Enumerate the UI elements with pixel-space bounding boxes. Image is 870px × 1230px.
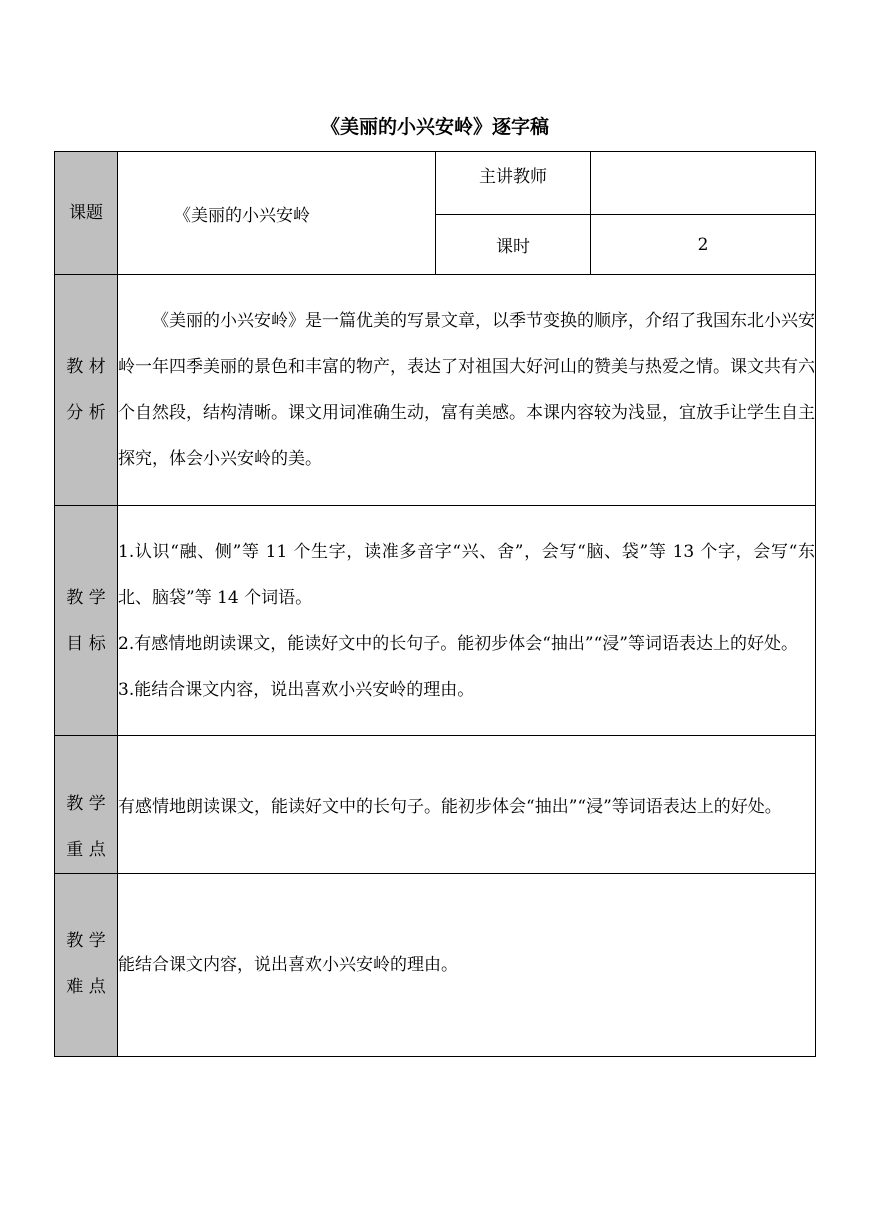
key-points-row [55,736,816,874]
objective-item-2: 2.有感情地朗读课文，能读好文中的长句子。能初步体会“抽出”“浸”等词语表达上的好处。 [118,633,798,654]
lesson-plan-table [54,151,816,1057]
key-points-label-cell [55,736,118,874]
analysis-label-line-2: 分 析 [66,403,106,423]
key-points-text: 有感情地朗读课文，能读好文中的长句子。能初步体会“抽出”“浸”等词语表达上的好处。 [118,796,782,817]
difficulties-label-cell [55,874,118,1057]
subject-value: 《美丽的小兴安岭 [174,205,310,226]
objectives-label-cell [55,506,118,736]
difficulties-label-line-2: 难 点 [66,977,106,997]
document-title: 《美丽的小兴安岭》逐字稿 [320,116,549,138]
objective-item-1: 1.认识“融、侧”等 11 个生字，读准多音字“兴、舍”，会写“脑、袋”等 13 个字，会写“东北、脑袋”等 14 个词语。 [118,541,815,608]
header-row-teacher [55,152,816,215]
period-value-cell [591,215,816,275]
objectives-content-cell [118,506,816,736]
analysis-row [55,275,816,506]
objectives-label-line-2: 目 标 [66,633,106,654]
subject-label: 课题 [69,203,103,223]
analysis-content-cell [118,275,816,506]
key-points-label-line-2: 重 点 [66,840,106,860]
analysis-label-cell [55,275,118,506]
subject-label-cell [55,152,118,275]
teacher-label-cell [436,152,591,215]
period-value: 2 [697,234,709,255]
objectives-label-line-1: 教 学 [66,587,106,608]
teacher-label: 主讲教师 [479,167,547,187]
difficulties-row [55,874,816,1057]
difficulties-label-line-1: 教 学 [66,931,106,951]
analysis-label-line-1: 教 材 [66,357,106,377]
objective-item-3: 3.能结合课文内容，说出喜欢小兴安岭的理由。 [118,679,475,700]
objectives-row [55,506,816,736]
teacher-value-cell [591,152,816,215]
period-label-cell [436,215,591,275]
subject-value-cell [118,152,436,275]
difficulties-text: 能结合课文内容，说出喜欢小兴安岭的理由。 [118,955,458,975]
analysis-text: 《美丽的小兴安岭》是一篇优美的写景文章，以季节变换的顺序，介绍了我国东北小兴安岭一年四季美丽的景色和丰富的物产，表达了对祖国大好河山的赞美与热爱之情。课文共有六个自然段，结构清晰。课文用词准确生动，富有美感。本课内容较为浅显，宜放手让学生自主探究，体会小兴安岭的美。 [118,311,815,469]
key-points-label-line-1: 教 学 [66,794,106,814]
key-points-content-cell [118,736,816,874]
difficulties-content-cell [118,874,816,1057]
period-label: 课时 [496,237,530,257]
